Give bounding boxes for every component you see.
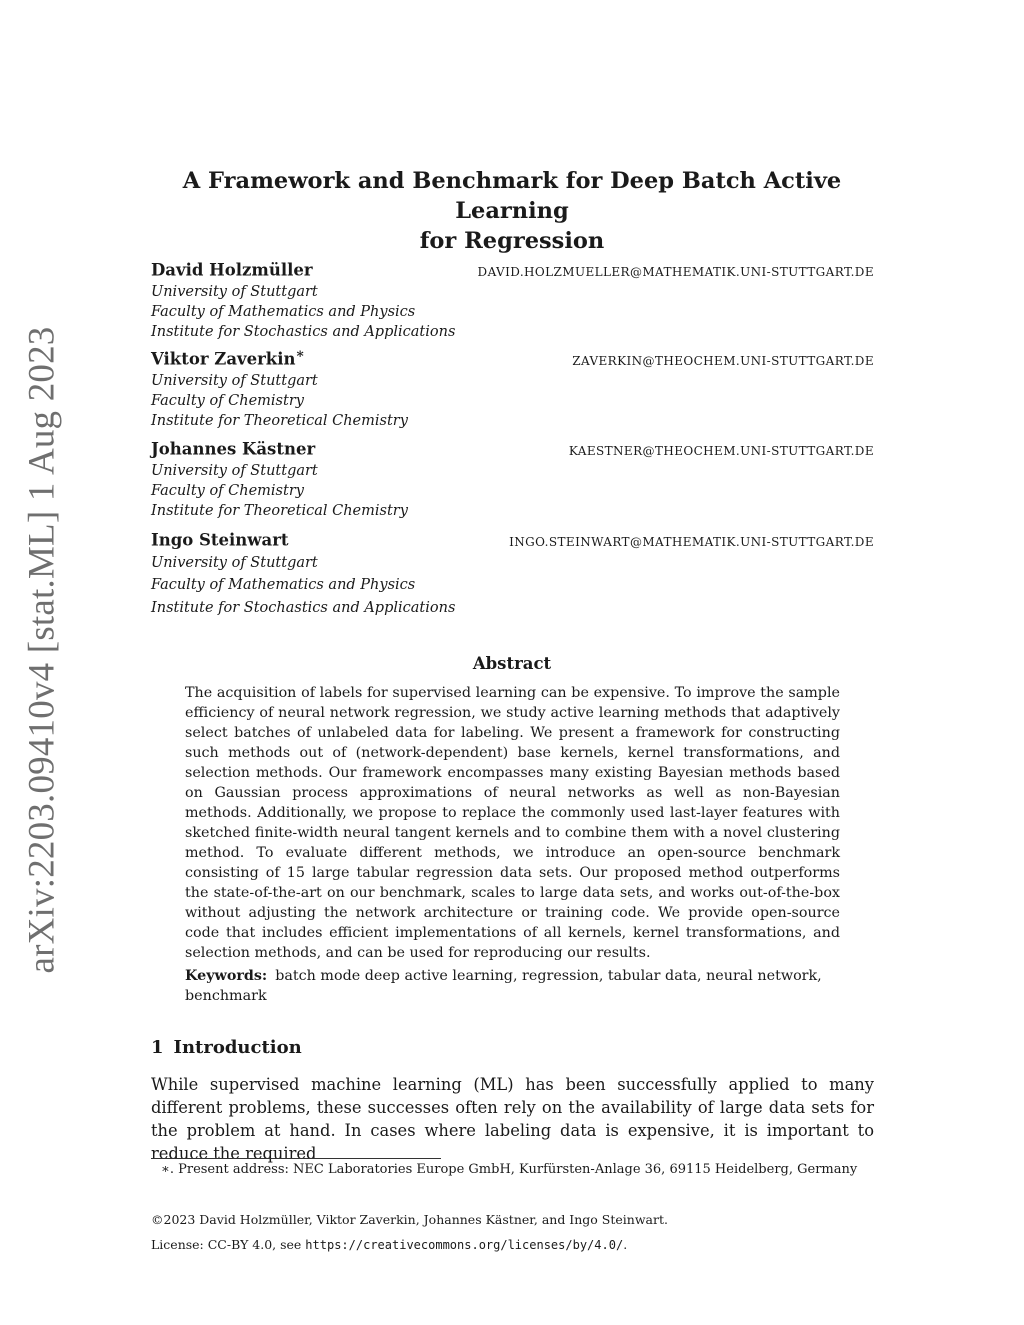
- introduction-paragraph: While supervised machine learning (ML) has been successfully applied to many different problems, these successes often rely on the availability of large data sets for the problem at hand. In cases where labeling data is expensive, it is important to reduce the required: [151, 1075, 874, 1163]
- license-notice: [151, 1237, 627, 1252]
- author-affiliation: Faculty of Chemistry: [151, 392, 304, 409]
- paper-title: [150, 166, 874, 256]
- copyright-icon: ©: [151, 1212, 164, 1227]
- author-affiliation: Faculty of Chemistry: [151, 482, 304, 499]
- copyright-notice: [151, 1212, 668, 1227]
- footnote-text: Present address: NEC Laboratories Europe GmbH, Kurfürsten-Anlage 36, 69115 Heidelberg, Germany: [178, 1162, 858, 1177]
- keywords: [185, 966, 840, 1006]
- author-email[interactable]: KAESTNER@THEOCHEM.UNI-STUTTGART.DE: [568, 443, 874, 458]
- author-affiliation: Institute for Stochastics and Applications: [151, 323, 456, 340]
- author-affiliation: Institute for Theoretical Chemistry: [151, 412, 408, 429]
- author-email[interactable]: DAVID.HOLZMUELLER@MATHEMATIK.UNI-STUTTGART.DE: [477, 264, 874, 279]
- author-email[interactable]: INGO.STEINWART@MATHEMATIK.UNI-STUTTGART.DE: [509, 534, 874, 549]
- keywords-text: batch mode deep active learning, regression, tabular data, neural network, benchmark: [185, 968, 822, 1004]
- footnote: [161, 1162, 857, 1177]
- author-block: [151, 343, 874, 431]
- title-line-2: for Regression: [419, 228, 605, 254]
- author-affiliation: Institute for Theoretical Chemistry: [151, 502, 408, 519]
- license-suffix: .: [623, 1237, 628, 1252]
- author-block: [151, 433, 874, 521]
- keywords-label: Keywords:: [185, 968, 268, 984]
- author-affiliation: Faculty of Mathematics and Physics: [151, 303, 416, 320]
- arxiv-identifier-stamp: arXiv:2203.09410v4 [stat.ML] 1 Aug 2023: [21, 326, 63, 974]
- author-affiliation: Faculty of Mathematics and Physics: [151, 577, 416, 593]
- footnote-marker: ∗.: [161, 1162, 174, 1177]
- author-affiliation: University of Stuttgart: [151, 283, 318, 300]
- author-name: David Holzmüller: [151, 260, 313, 280]
- author-name: Ingo Steinwart: [151, 530, 289, 550]
- section-number: 1: [151, 1037, 164, 1058]
- author-email[interactable]: ZAVERKIN@THEOCHEM.UNI-STUTTGART.DE: [572, 353, 874, 368]
- author-block: [151, 524, 874, 619]
- title-line-1: A Framework and Benchmark for Deep Batch Active Learning: [182, 168, 842, 224]
- author-affiliation: University of Stuttgart: [151, 372, 318, 389]
- copyright-text: 2023 David Holzmüller, Viktor Zaverkin, Johannes Kästner, and Ingo Steinwart.: [163, 1212, 668, 1227]
- section-heading-introduction: [151, 1037, 302, 1058]
- section-title: Introduction: [173, 1037, 302, 1058]
- footnote-divider: [151, 1158, 441, 1159]
- author-affiliation: Institute for Stochastics and Applications: [151, 599, 456, 616]
- license-prefix: License: CC-BY 4.0, see: [151, 1237, 306, 1252]
- author-name: Johannes Kästner: [151, 439, 316, 459]
- author-block: [151, 254, 874, 342]
- author-affiliation: University of Stuttgart: [151, 462, 318, 479]
- author-name: Viktor Zaverkin∗: [151, 346, 306, 369]
- license-link[interactable]: https://creativecommons.org/licenses/by/4.0/: [305, 1238, 624, 1252]
- abstract-text: The acquisition of labels for supervised learning can be expensive. To improve the sample efficiency of neural network regression, we study active learning methods that adaptively select batches of unlabeled data for labeling. We present a framework for constructing such methods out of (network-dependent) base kernels, kernel transformations, and selection methods. Our framework encompasses many existing Bayesian methods based on Gaussian process approximations of neural networks as well as non-Bayesian methods. Additionally, we propose to replace the commonly used last-layer features with sketched finite-width neural tangent kernels and to combine them with a novel clustering method. To evaluate different methods, we introduce an open-source benchmark consisting of 15 large tabular regression data sets. Our proposed method outperforms the state-of-the-art on our benchmark, scales to large data sets, and works out-of-the-box without adjusting the network architecture or training code. We provide open-source code that includes efficient implementations of all kernels, kernel transformations, and selection methods, and can be used for reproducing our results.: [185, 685, 840, 961]
- abstract-heading: Abstract: [472, 654, 552, 673]
- footnote-marker: ∗: [295, 346, 306, 362]
- author-affiliation: University of Stuttgart: [151, 554, 318, 571]
